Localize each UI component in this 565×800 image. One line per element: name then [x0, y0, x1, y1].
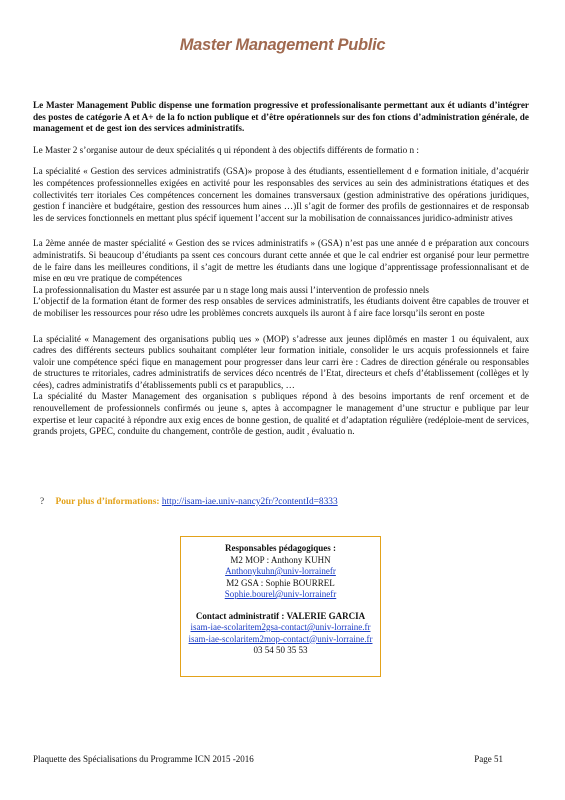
- more-info-label: Pour plus d’informations:: [55, 497, 160, 507]
- main-content: [33, 100, 529, 438]
- pedagogical-heading: Responsables pédagogiques :: [224, 543, 337, 553]
- page-footer: [33, 754, 503, 764]
- footer-label: Plaquette des Spécialisations du Programme ICN 2015 -2016: [33, 754, 254, 764]
- page-number: Page 51: [474, 754, 503, 764]
- bullet-icon: ?: [40, 497, 45, 507]
- intro-paragraph: Le Master Management Public dispense une formation progressive et professionalisante permettant aux ét udiants d’intégrer des postes de catégorie A et A+ de la fo nction publique et d’être opérationnels sur des fon ctions d’administration générale, de management et de gest ion des services administratifs.: [33, 100, 529, 134]
- specialities-paragraph: Le Master 2 s’organise autour de deux spécialités q ui répondent à des objectifs différents de formatio n :: [33, 144, 419, 155]
- phone-number: 03 54 50 35 53: [253, 645, 308, 655]
- more-info-line: [40, 497, 338, 507]
- admin-email-gsa-link[interactable]: isam-iae-scolaritem2gsa-contact@univ-lorraine.fr: [190, 622, 371, 632]
- more-info-link[interactable]: http://isam-iae.univ-nancy2fr/?contentId=8333: [161, 497, 338, 507]
- admin-email-mop-link[interactable]: isam-iae-scolaritem2mop-contact@univ-lorraine.fr: [188, 633, 373, 644]
- professionalisation-paragraph: La professionnalisation du Master est assurée par u n stage long mais aussi l’intervention de professio nnels: [33, 284, 429, 295]
- gsa-contact: M2 GSA : Sophie BOURREL: [226, 577, 335, 588]
- gsa-email-link[interactable]: Sophie.bourel@univ-lorrainefr: [224, 589, 337, 599]
- gsa-year2-paragraph: La 2ème année de master spécialité « Gestion des se rvices administratifs » (GSA) n’est pas une année d e préparation aux concours administratifs. Si beaucoup d’étudiants pa ssent ces concours durant cette année et que le cal endrier est organisé pour leur permettre de le faire dans les meilleures conditions, il s’agit de mettre les étudiants dans une logique d’apprentissage professionnalisant et de mise en œu vre pratique de compétences: [33, 238, 529, 284]
- mop-needs-paragraph: La spécialité du Master Management des organisation s publiques répond à des besoins importants de renf orcement et de renouvellement de professionnels confirmés ou jeune s, aptes à accompagner le management d’une structur e publique par leur expertise et leur capacité à répondre aux exig ences de bonne gestion, de qualité et d’adaptation régulière (redéploie-ment de services, grands projets, GPEC, conduite du changement, contrôle de gestion, audit , évaluatio n.: [33, 391, 529, 437]
- page-title: Master Management Public: [179, 36, 386, 54]
- admin-heading: Contact administratif : VALERIE GARCIA: [195, 610, 366, 621]
- gsa-paragraph: La spécialité « Gestion des services administratifs (GSA)» propose à des étudiants, essentiellement d e formation initiale, d’acquérir les compétences professionnelles exigées en activité pour les responsables des services au sein des administrations étatiques et des collectivités terr itoriales Ces compétences concernent les domaines transversaux (gestion administrative des opérations juridiques, gestion f inancière et budgétaire, gestion des ressources hum aines …)Il s’agit de former des profils de gestionnaires et de responsab les de services fonctionnels en mettant plus spécif iquement l’accent sur la mobilisation de connaissances juridico-administr atives: [33, 166, 529, 223]
- objective-paragraph: L’objectif de la formation étant de former des resp onsables de services administratifs, les étudiants doivent être capables de trouver et de mobiliser les ressources pour réso udre les problèmes concrets auxquels ils auront à f aire face lorsqu’ils seront en poste: [33, 296, 529, 318]
- mop-paragraph: La spécialité « Management des organisations publiq ues » (MOP) s’adresse aux jeunes diplômés en master 1 ou équivalent, aux cadres des différents secteurs publics souhaitant compléter leur formation initiale, consolider le urs acquis professionnels et faire valoir une compétence spéci fique en management pour progresser dans leur carri ère : Cadres de direction générale ou responsables de structures te rritoriales, cadres administratifs de services déco ncentrés de l’Etat, directeurs et chefs d’établissement (collèges et ly cées), cadres administratifs d’établissements publi cs et parapublics, …: [33, 333, 529, 390]
- mop-contact: M2 MOP : Anthony KUHN: [230, 554, 331, 565]
- contacts-box: [180, 536, 381, 677]
- mop-email-link[interactable]: Anthonykuhn@univ-lorrainefr: [225, 566, 336, 576]
